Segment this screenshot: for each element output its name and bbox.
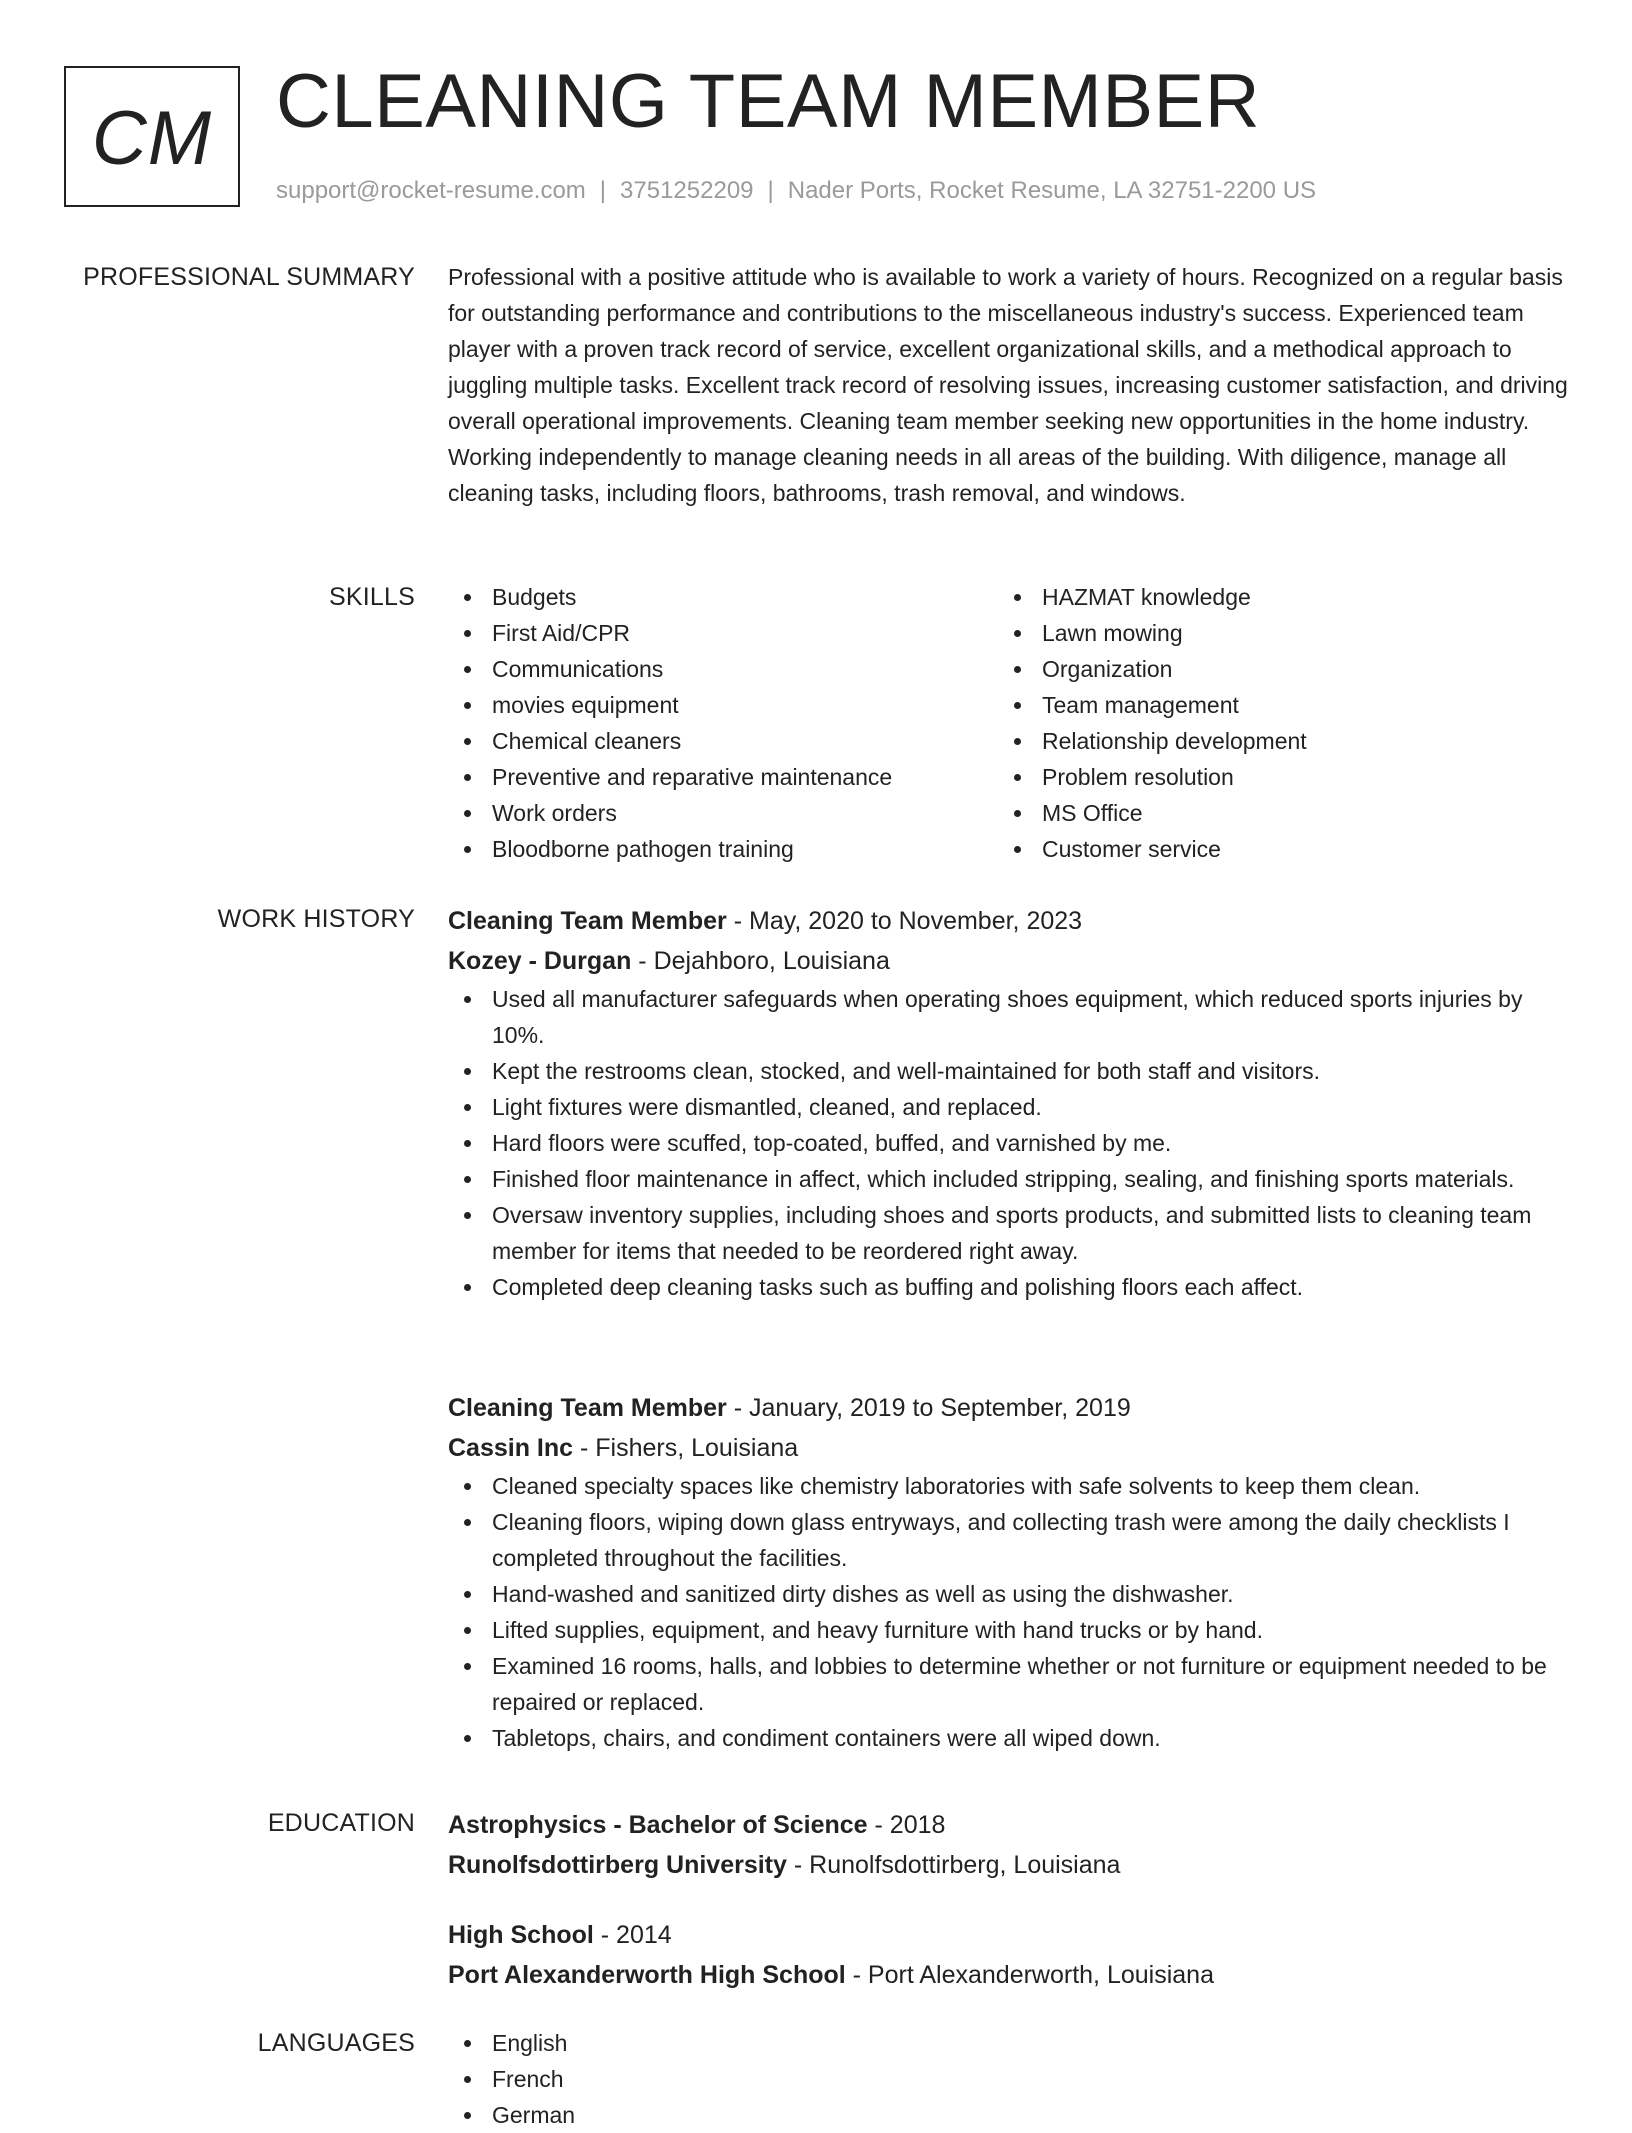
skill-item: Preventive and reparative maintenance [448,759,998,795]
section-heading-work-history: WORK HISTORY [217,905,415,933]
contact-phone[interactable]: 3751252209 [620,177,754,204]
skill-item: MS Office [998,795,1548,831]
skill-item: Relationship development [998,723,1548,759]
job-duty: Hand-washed and sanitized dirty dishes as well as using the dishwasher. [448,1576,1572,1612]
education-location: - Port Alexanderworth, Louisiana [845,1961,1214,1989]
skills-list-right [998,579,1548,867]
skill-item: Lawn mowing [998,615,1548,651]
education-school: Runolfsdottirberg University [448,1851,787,1879]
contact-separator: | [599,177,607,204]
skill-item: Chemical cleaners [448,723,998,759]
languages-list [448,2025,1572,2133]
skill-item: Organization [998,651,1548,687]
job-location: - Dejahboro, Louisiana [631,947,890,975]
job-dates: - January, 2019 to September, 2019 [726,1394,1131,1422]
education-school-line [448,1955,1572,1995]
contact-line [276,176,1316,206]
job-title-line [448,1388,1572,1428]
skill-item: HAZMAT knowledge [998,579,1548,615]
job-location: - Fishers, Louisiana [573,1434,799,1462]
education-degree-line [448,1915,1572,1955]
section-heading-skills: SKILLS [329,583,415,611]
education-degree: Astrophysics - Bachelor of Science [448,1811,868,1839]
job-duties-list [448,1468,1572,1756]
skill-item: Communications [448,651,998,687]
monogram-box [64,66,240,207]
education-year: - 2018 [867,1811,946,1839]
job-duty: Examined 16 rooms, halls, and lobbies to determine whether or not furniture or equipment needed to be repaired or replaced. [448,1648,1572,1720]
language-item: French [448,2061,1572,2097]
skill-item: Bloodborne pathogen training [448,831,998,867]
job-duty: Light fixtures were dismantled, cleaned, and replaced. [448,1089,1572,1125]
job-entry [448,901,1572,1305]
job-duty: Cleaning floors, wiping down glass entryways, and collecting trash were among the daily checklists I completed throughout the facilities. [448,1504,1572,1576]
summary-content [448,259,1572,511]
education-entry [448,1915,1572,1995]
job-title-line [448,901,1572,941]
section-heading-education: EDUCATION [267,1809,415,1837]
job-company-line [448,1428,1572,1468]
skill-item: Problem resolution [998,759,1548,795]
job-title: Cleaning Team Member [448,907,727,935]
education-entry [448,1805,1572,1885]
education-school: Port Alexanderworth High School [448,1961,846,1989]
section-heading-languages: LANGUAGES [257,2029,415,2057]
language-item: German [448,2097,1572,2133]
skills-columns [448,579,1572,867]
skill-item: Team management [998,687,1548,723]
contact-address: Nader Ports, Rocket Resume, LA 32751-2200 US [787,177,1317,204]
education-year: - 2014 [593,1921,672,1949]
skills-content [448,579,1572,867]
job-duty: Kept the restrooms clean, stocked, and well-maintained for both staff and visitors. [448,1053,1572,1089]
education-school-line [448,1845,1572,1885]
language-item: English [448,2025,1572,2061]
job-duty: Oversaw inventory supplies, including shoes and sports products, and submitted lists to cleaning team member for items that needed to be reordered right away. [448,1197,1572,1269]
summary-text: Professional with a positive attitude who is available to work a variety of hours. Recognized on a regular basis for outstanding performance and contributions to the miscellaneous industry's success. Experienced team player with a proven track record of service, excellent organizational skills, and a methodical approach to juggling multiple tasks. Excellent track record of resolving issues, increasing customer satisfaction, and driving overall operational improvements. Cleaning team member seeking new opportunities in the home industry. Working independently to manage cleaning needs in all areas of the building. With diligence, manage all cleaning tasks, including floors, bathrooms, trash removal, and windows. [448,264,1568,506]
job-duty: Lifted supplies, equipment, and heavy furniture with hand trucks or by hand. [448,1612,1572,1648]
skill-item: First Aid/CPR [448,615,998,651]
contact-email[interactable]: support@rocket-resume.com [276,177,586,204]
skill-item: Budgets [448,579,998,615]
job-company-line [448,941,1572,981]
section-heading-summary: PROFESSIONAL SUMMARY [83,263,415,291]
languages-content [448,2025,1572,2133]
job-duty: Finished floor maintenance in affect, which included stripping, sealing, and finishing sports materials. [448,1161,1572,1197]
job-duty: Tabletops, chairs, and condiment containers were all wiped down. [448,1720,1572,1756]
job-entry [448,1388,1572,1756]
education-location: - Runolfsdottirberg, Louisiana [786,1851,1121,1879]
skills-list-left [448,579,998,867]
education-degree: High School [448,1921,594,1949]
job-title: Cleaning Team Member [448,1394,727,1422]
job-duty: Used all manufacturer safeguards when operating shoes equipment, which reduced sports injuries by 10%. [448,981,1572,1053]
job-duty: Cleaned specialty spaces like chemistry laboratories with safe solvents to keep them clean. [448,1468,1572,1504]
job-duty: Hard floors were scuffed, top-coated, buffed, and varnished by me. [448,1125,1572,1161]
skill-item: movies equipment [448,687,998,723]
skill-item: Customer service [998,831,1548,867]
skill-item: Work orders [448,795,998,831]
resume-name: CLEANING TEAM MEMBER [276,59,1261,144]
job-company: Kozey - Durgan [448,947,632,975]
monogram-initials: CM [91,95,213,181]
job-duty: Completed deep cleaning tasks such as buffing and polishing floors each affect. [448,1269,1572,1305]
contact-separator: | [767,177,774,204]
job-dates: - May, 2020 to November, 2023 [726,907,1083,935]
education-degree-line [448,1805,1572,1845]
job-duties-list [448,981,1572,1305]
job-company: Cassin Inc [448,1434,574,1462]
